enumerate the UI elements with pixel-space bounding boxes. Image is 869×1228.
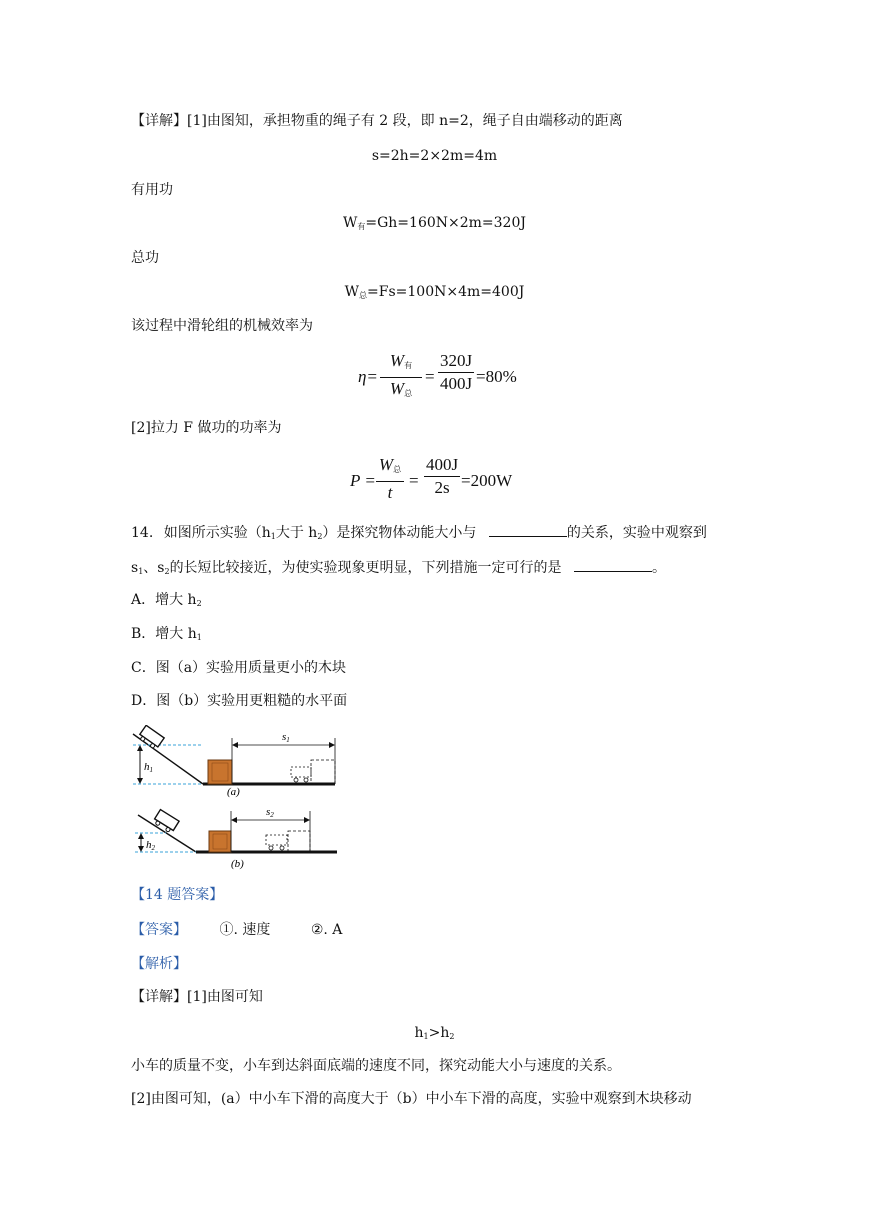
- frac-den: W: [389, 379, 405, 398]
- frac-num: W: [378, 455, 394, 474]
- detail-text: [1]由图可知: [187, 989, 263, 1005]
- frac-den: t: [387, 483, 393, 502]
- eta-fraction-1: [380, 352, 422, 403]
- frac-den: 2s: [434, 478, 450, 497]
- detail-paragraph-1: [131, 114, 623, 128]
- answer-blank-2[interactable]: [574, 559, 652, 572]
- equation-useful-work: [0, 216, 869, 231]
- power-lhs: P =: [350, 471, 376, 490]
- cart-a-icon: [138, 725, 165, 750]
- answer-header: 【14 题答案】: [131, 887, 224, 903]
- answer-2: ②. A: [310, 922, 343, 938]
- rel-symbol: h: [414, 1025, 424, 1041]
- option-a: [131, 593, 202, 608]
- frac-num: 320J: [439, 351, 473, 370]
- h1-label: h1: [144, 761, 153, 774]
- option-text: B．增大 h: [131, 626, 197, 642]
- rel-sub: 2: [449, 1032, 455, 1041]
- relation-h1-h2: [0, 1026, 869, 1041]
- q-sub: 1: [270, 532, 276, 541]
- option-c: C．图（a）实验用质量更小的木块: [131, 660, 347, 676]
- eta-fraction-2: [438, 352, 474, 393]
- q-text: 的长短比较接近，为使实验现象更明显，下列措施一定可行的是: [169, 560, 562, 576]
- eq-rest: =Fs=100N×4m=400J: [367, 284, 525, 300]
- frac-den: 400J: [439, 374, 473, 393]
- eta-lhs: η=: [358, 367, 378, 386]
- experiment-figure: [130, 725, 345, 875]
- figure-a: [133, 725, 335, 798]
- q-text: 如图所示实验（h: [163, 525, 271, 541]
- rel-sub: 1: [423, 1032, 429, 1041]
- answer-1: ①. 速度: [219, 922, 271, 938]
- frac-num: 400J: [425, 455, 459, 474]
- option-d: D．图（b）实验用更粗糙的水平面: [131, 693, 348, 709]
- figure-b: [135, 806, 337, 870]
- useful-work-label: 有用功: [131, 182, 173, 198]
- answer-line: [131, 923, 342, 937]
- efficiency-label: 该过程中滑轮组的机械效率为: [131, 318, 313, 334]
- equation-total-work: [0, 285, 869, 300]
- question-14-line-2: [131, 559, 666, 576]
- option-sub: 2: [196, 599, 202, 608]
- detail-text: [1]由图知，承担物重的绳子有 2 段，即 n=2，绳子自由端移动的距离: [187, 113, 623, 129]
- q-sub: 2: [164, 567, 170, 576]
- power-fraction-2: [424, 456, 460, 497]
- answer-label: 【答案】: [131, 922, 187, 938]
- answer-blank-1[interactable]: [489, 524, 567, 537]
- eq-subscript: 总: [359, 291, 368, 300]
- s2-label: s2: [266, 806, 274, 819]
- option-sub: 1: [196, 633, 202, 642]
- power-label: [2]拉力 F 做功的功率为: [131, 420, 282, 436]
- rel-symbol: >h: [428, 1025, 450, 1041]
- power-equals: =: [409, 471, 419, 490]
- frac-num-sub: 有: [404, 361, 413, 370]
- q-text: 大于 h: [275, 525, 318, 541]
- eq-symbol: W: [342, 215, 358, 231]
- detail-label: 【详解】: [131, 989, 187, 1005]
- power-fraction-1: [376, 456, 404, 502]
- q-text: 、s: [143, 560, 165, 576]
- frac-den-sub: 总: [404, 389, 413, 398]
- eq-subscript: 有: [357, 222, 366, 231]
- q-sub: 2: [317, 532, 323, 541]
- analysis-paragraph-2: [2]由图可知，(a）中小车下滑的高度大于（b）中小车下滑的高度，实验中观察到木块移动: [131, 1091, 692, 1107]
- analysis-detail-line: [131, 990, 263, 1004]
- question-14-line-1: [131, 524, 707, 541]
- eq-rest: =Gh=160N×2m=320J: [365, 215, 526, 231]
- question-number: 14.: [131, 525, 154, 541]
- eta-equals: =: [425, 367, 435, 386]
- detail-label: 【详解】: [131, 113, 187, 129]
- q-sub: 1: [138, 567, 144, 576]
- power-result: =200W: [461, 471, 513, 490]
- eta-result: =80%: [476, 367, 517, 386]
- h2-label: h2: [146, 839, 155, 852]
- eq-symbol: W: [344, 284, 360, 300]
- analysis-label: 【解析】: [131, 956, 187, 972]
- figure-a-label: (a): [227, 786, 240, 798]
- q-text: ）是探究物体动能大小与: [322, 525, 477, 541]
- analysis-paragraph-1: 小车的质量不变，小车到达斜面底端的速度不同，探究动能大小与速度的关系。: [131, 1058, 621, 1074]
- s1-label: s1: [282, 731, 290, 744]
- total-work-label: 总功: [131, 250, 159, 266]
- q-text: 的关系，实验中观察到: [566, 525, 707, 541]
- equation-s: s=2h=2×2m=4m: [371, 148, 498, 164]
- frac-num: W: [389, 351, 405, 370]
- q-text: s: [131, 560, 139, 576]
- q-text: 。: [652, 560, 667, 576]
- cart-b-icon: [152, 810, 179, 834]
- frac-num-sub: 总: [393, 465, 402, 474]
- figure-b-label: (b): [231, 858, 244, 870]
- option-text: A．增大 h: [131, 592, 197, 608]
- option-b: [131, 627, 202, 642]
